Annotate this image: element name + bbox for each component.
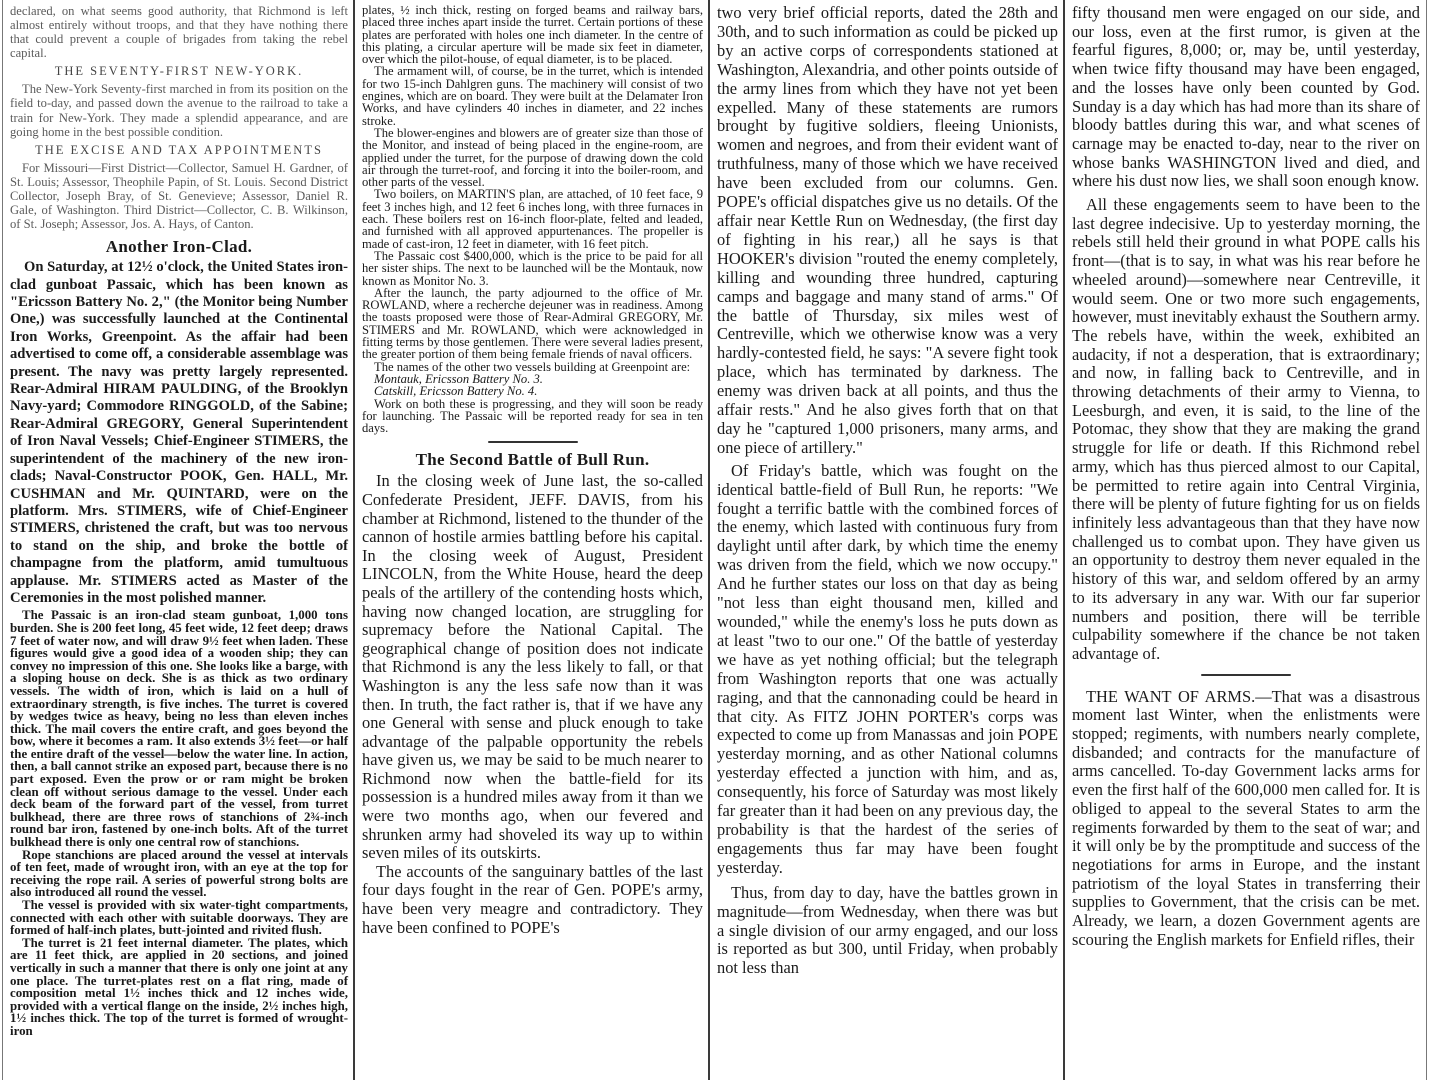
ship-name: Catskill, Ericsson Battery No. 4. [374,384,538,399]
section-subheading: THE EXCISE AND TAX APPOINTMENTS [35,142,323,157]
column-rule [1426,0,1427,1080]
paragraph [1072,688,1420,950]
paragraph: After the launch, the party adjourned to the office of Mr. ROWLAND, where a recherche dejeuner was in readiness. Among the toasts proposed were those of Rear-Admiral GREGORY, Mr. STIMERS and Mr. ROWLAND, which were acknowledged in fitting terms by those gentlemen. There were several ladies present, the greater portion of them being female friends of naval officers. [362,285,703,362]
column-rule [1063,0,1065,1080]
paragraph: Work on both these is progressing, and they will soon be ready for launching. The Passaic will be reported ready for sea in ten days. [362,396,703,436]
paragraph: declared, on what seems good authority, that Richmond is left almost entirely without troops, and that they have nothing there that could prevent a couple of brigades from taking the rebel capital. [10,4,348,61]
paragraph: Thus, from day to day, have the battles grown in magnitude—from Wednesday, when there was but a single division of our army engaged, and our loss is reported as but 300, until Friday, when probably not less than [717,882,1058,978]
section-subheading: THE SEVENTY-FIRST NEW-YORK. [54,64,304,79]
headline: Another Iron-Clad. [105,237,253,257]
paragraph: All these engagements seem to have been to the last degree indecisive. Up to yesterday morning, the rebels still held their ground in what POPE calls his front—(that is to say, in what was his rear before he wheeled around)—somewhere near Centreville, it would seem. One or two more such engagements, however, must inevitably exhaust the Southern army. The rebels have, within the week, exhibited an audacity, if not a desperation, that is extraordinary; and now, in falling back to Centreville, and in throwing detachments of their army to Vienna, to Leesburgh, and even, it is said, to the line of the Potomac, they show that they are making the grand struggle for life or death. If this Richmond rebel army, which has thus pierced almost to our Capital, be permitted to retire again into Central Virginia, there will be plenty of future fighting for us on fields infinitely less advantageous than that they have now challenged us to combat upon. They have given us an opportunity to destroy them never equaled in the history of this war, and seldom offered by an army to its adversary in any war. With our far superior numbers and position, there will be terrible culpability somewhere if the chance be not taken advantage of. [1072,195,1420,663]
headline: The Second Battle of Bull Run. [415,450,650,470]
paragraph: In the closing week of June last, the so-called Confederate President, JEFF. DAVIS, from his chamber at Richmond, listened to the thunder of the cannon of hostile armies battling before his capital. In the closing week of August, President LINCOLN, from the White House, heard the deep peals of the artillery of the contending hosts which, having now changed location, are struggling for supremacy before the National Capital. The geographical change of position does not indicate that Richmond is any the less likely to fall, or that Washington is any the less safe now than it was then. In truth, the fact rather is, that if we have any one General with sense and pluck enough to take advantage of the palpable opportunity the rebels have given us, we may be said to be much nearer to Richmond now when the battle-field for its possession is a hundred miles away from it than we were two months ago, when our fevered and shrunken army had shoveled its way up to within seven miles of its outskirts. [362,471,703,863]
column-rule [2,0,3,1080]
paragraph: Of Friday's battle, which was fought on the identical battle-field of Bull Run, he reports: "We fought a terrific battle with the combined forces of the enemy, which lasted with continuous fury from daylight until after dark, by which time the enemy was driven from the field, which we now occupy." And he further states our loss on that day as being "not less than eight thousand men, killed and wounded," while the enemy's loss he puts down as at least "two to our one." Of the battle of yesterday we have as yet nothing official; but the telegraph from Washington reports that one was actually raging, and that the cannonading could be heard in that city. As FITZ JOHN PORTER's corps was expected to come up from Manassas and join POPE yesterday morning, and as other National columns yesterday effected a junction with him, and as, consequently, his force of Saturday was most likely far greater than it had been on any previous day, the probability is that the hardest of the series of engagements thus far may have been fought yesterday. [717,460,1058,877]
column-4 [1066,0,1424,1080]
paragraph: Two boilers, on MARTIN'S plan, are attached, of 10 feet face, 9 feet 3 inches high, and 12 feet 6 inches long, with three furnaces in each. These boilers rest on 16-inch floor-plate, felted and leaded, and furnished with all approved appurtenances. The propeller is made of cast-iron, 12 feet in diameter, with 16 feet pitch. [362,187,703,251]
paragraph: plates, ½ inch thick, resting on forged beams and railway bars, placed three inches apart inside the turret. Certain portions of these plates are perforated with holes one inch diameter. In the centre of this plating, a circular aperture will be made six feet in diameter, over which the pilot-house, of equal diameter, is to be placed. [362,3,703,67]
paragraph: The Passaic is an iron-clad steam gunboat, 1,000 tons burden. She is 200 feet long, 45 feet wide, 12 feet deep; draws 7 feet of water now, and will draw 9½ feet when laden. These figures would give a good idea of a wooden ship; they can convey no impression of this one. She looks like a barge, with a sloping house on deck. She is as thick as two ordinary vessels. The width of iron, which is laid on a hull of extraordinary strength, is five inches. The turret is covered by wedges twice as heavy, being no less than eleven inches thick. The mail covers the entire craft, and goes beyond the bow, where it becomes a ram. It also extends 3½ feet—or half the entire draft of the vessel—below the water line. In action, then, a ball cannot strike an exposed part, because there is no part exposed. Even the prow or or ram might be broken clean off without serious damage to the vessel. Under each deck beam of the forward part of the vessel, from turret bulkhead, there are three rows of stanchions of 2¾-inch round bar iron, fastened by one-inch bolts. Aft of the turret bulkhead there is only one central row of stanchions. [10,608,348,850]
paragraph: The blower-engines and blowers are of greater size than those of the Monitor, and instead of being placed in the engine-room, are applied under the turret, for the purpose of drawing down the cold air through the turret-roof, and forcing it into the boiler-room, and other parts of the vessel. [362,125,703,190]
paragraph: The accounts of the sanguinary battles of the last four days fought in the rear of Gen. POPE's army, have been very meagre and contradictory. They have been confined to POPE's [362,861,703,937]
column-3 [711,0,1062,1080]
paragraph: The turret is 21 feet internal diameter. The plates, which are 11 feet thick, are applied in 20 sections, and joined vertically in such a manner that there is only one joint at any one place. The turret-plates rest on a flat ring, made of composition metal 1½ inches thick and 12 inches wide, provided with a vertical flange on the inside, 2½ inches high, 1½ inches thick. The top of the turret is formed of wrought-iron [10,935,348,1038]
paragraph: Rope stanchions are placed around the vessel at intervals of ten feet, made of wrought iron, with an eye at the top for receiving the rope rail. A series of powerful strong bolts are also introduced all round the vessel. [10,847,348,900]
paragraph: two very brief official reports, dated the 28th and 30th, and to such information as could be picked up by an active corps of correspondents stationed at Washington, Alexandria, and other points outside of the army lines from which they have not yet been expelled. Many of these statements are rumors brought by fugitive soldiers, fleeing Unionists, women and negroes, and from their evident want of truthfulness, many of those which we have received have been excluded from our columns. Gen. POPE's official dispatches give us no details. Of the affair near Kettle Run on Wednesday, (the first day of fighting in his rear,) all he says is that HOOKER's division "routed the enemy completely, killing and wounding three hundred, capturing camps and baggage and many stand of arms." Of the battle of Thursday, six miles west of Centreville, which we otherwise know was a very hardly-contested field, he says: "A severe fight took place, which has terminated by darkness. The enemy was driven back at all points, and thus the affair rests." And he also gives forth that on that day he "captured 1,000 prisoners, many arms, and one piece of artillery." [717,3,1059,457]
paragraph: The armament will, of course, be in the turret, which is intended for two 15-inch Dahlgren guns. The machinery will consist of two engines, which are on board. They were built at the Delamater Iron Works, and have cylinders 40 inches in diameter, and 22 inches stroke. [362,64,703,128]
column-rule [708,0,710,1080]
section-divider [488,441,578,443]
paragraph: For Missouri—First District—Collector, Samuel H. Gardner, of St. Louis; Assessor, Theophile Papin, of St. Louis. Second District Collector, Joseph Bray, of St. Genevieve; Assessor, Daniel R. Gale, of Washington. Third District—Collector, C. B. Wilkinson, of St. Joseph; Assessor, Jos. A. Hays, of Canton. [10,160,348,232]
section-divider [1201,674,1291,676]
paragraph: On Saturday, at 12½ o'clock, the United States iron-clad gunboat Passaic, which has been known as "Ericsson Battery No. 2," (the Monitor being Number One,) was successfully launched at the Continental Iron Works, Greenpoint. As the affair had been advertised to come off, a considerable assemblage was present. The navy was pretty largely represented. Rear-Admiral HIRAM PAULDING, of the Brooklyn Navy-yard; Commodore RINGGOLD, of the Sabine; Rear-Admiral GREGORY, General Superintendent of Iron Naval Vessels; Chief-Engineer STIMERS, the superintendent of the machinery of the new iron-clads; Naval-Constructor POOK, Gen. HALL, Mr. CUSHMAN and Mr. QUINTARD, were on the platform. Mrs. STIMERS, wife of Chief-Engineer STIMERS, christened the craft, but was too nervous to stand on the ship, and broke the bottle of champagne from the platform, amid tumultuous applause. Mr. STIMERS acted as Master of the Ceremonies in the most polished manner. [10,259,348,606]
paragraph: The Passaic cost $400,000, which is the price to be paid for all her sister ships. The next to be launched will be the Montauk, now known as Monitor No. 3. [362,248,703,288]
paragraph: fifty thousand men were engaged on our side, and our loss, even at the first rumor, is given at the fearful figures, 8,000; or, may be, until yesterday, when twice fifty thousand may have been engaged, and the losses have only been counted by God. Sunday is a day which has had more than its share of bloody battles during this war, and what scenes of carnage may be enacted to-day, near to the river on whose banks WASHINGTON lived and died, and where his dust now lies, we shall soon enough know. [1072,3,1420,191]
section-lead: THE WANT OF ARMS. [1086,686,1256,706]
column-rule [353,0,355,1080]
column-2 [356,0,707,1080]
list-item [362,385,703,397]
paragraph: The New-York Seventy-first marched in from its position on the field to-day, and passed down the avenue to the railroad to take a train for New-York. They made a splendid appearance, and are going home in the best possible condition. [10,82,348,139]
column-1 [4,0,352,1080]
paragraph-body: —That was a disastrous moment last Winter, when the enlistments were stopped; regiments, with numbers nearly complete, disbanded; and contracts for the manufacture of arms cancelled. To-day Government lacks arms for even the first half of the 600,000 men called for. It is obliged to appeal to the several States to arm the regiments forwarded by them to the seat of war; and it will only be by the promptitude and success of the negotiations for arms in Europe, and the instant patriotism of the loyal States in transferring their supplies to Government, that the crisis can be met. Already, we learn, a dozen Government agents are scouring the English markets for Enfield rifles, their [1072,686,1420,949]
paragraph: The names of the other two vessels building at Greenpoint are: [374,359,691,374]
paragraph: The vessel is provided with six water-tight compartments, connected with each other with suitable doorways. They are formed of half-inch plates, butt-jointed and rivited flush. [10,898,348,938]
ship-name: Montauk, Ericsson Battery No. 3. [374,371,543,386]
